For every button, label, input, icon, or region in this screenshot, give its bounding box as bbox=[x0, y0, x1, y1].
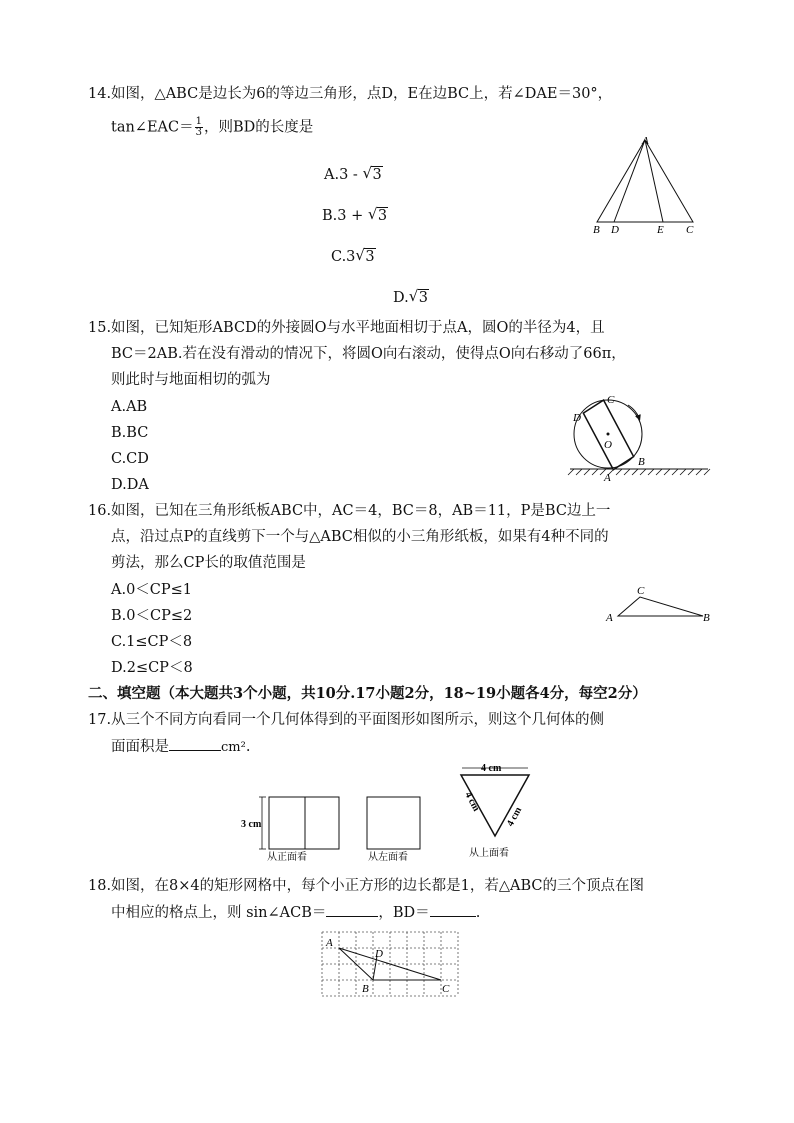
q15-option-b: B.BC bbox=[111, 425, 149, 441]
q18-label-b: B bbox=[362, 983, 369, 995]
q14-label-c: C bbox=[686, 224, 694, 236]
q15-label-b: B bbox=[638, 456, 645, 468]
q14-option-a-label: A.3 - bbox=[324, 167, 363, 183]
q14-option-d-label: D. bbox=[393, 290, 409, 306]
q14-frac-den: 3 bbox=[195, 127, 202, 138]
q18-sin-answer-blank[interactable] bbox=[326, 902, 378, 917]
q14-option-b-label: B.3 + bbox=[322, 208, 368, 224]
q15-center-dot bbox=[607, 433, 610, 436]
q15-option-d: D.DA bbox=[111, 477, 149, 493]
q15-stem-line2: BC＝2AB.若在没有滑动的情况下，将圆O向右滚动，使得点O向右移动了66π， bbox=[111, 346, 626, 362]
q14-option-c-sqrt: √ 3 bbox=[355, 246, 375, 265]
q14-option-a bbox=[324, 165, 383, 185]
q17-top-right-dimension-label: 4 cm bbox=[504, 805, 525, 829]
q18-stem-tail: . bbox=[475, 905, 481, 921]
q18-label-c: C bbox=[442, 983, 450, 995]
q17-stem-line2 bbox=[111, 736, 250, 758]
q17-front-view bbox=[269, 797, 339, 849]
q17-front-dimension-label: 3 cm bbox=[241, 819, 262, 830]
q14-option-d bbox=[393, 288, 429, 308]
q18-stem-prefix: 中相应的格点上，则 sin∠ACB＝ bbox=[111, 905, 327, 921]
q17-stem-line1: 17.从三个不同方向看同一个几何体得到的平面图形如图所示，则这个几何体的侧 bbox=[88, 712, 605, 728]
q17-caption-top: 从上面看 bbox=[469, 848, 509, 859]
q14-label-e: E bbox=[657, 224, 664, 236]
q14-label-b: B bbox=[593, 224, 600, 236]
q15-option-c: C.CD bbox=[111, 451, 149, 467]
q16-option-c: C.1≤CP＜8 bbox=[111, 634, 193, 650]
q17-stem-line2-prefix: 面面积是 bbox=[111, 739, 169, 755]
q14-option-a-sqrt: √ 3 bbox=[362, 164, 382, 183]
q15-label-c: C bbox=[607, 394, 615, 406]
q14-option-b bbox=[322, 206, 388, 226]
q16-stem-line2: 点，沿过点P的直线剪下一个与△ABC相似的小三角形纸板，如果有4种不同的 bbox=[111, 529, 609, 545]
q14-label-a: A bbox=[642, 135, 649, 147]
q17-stem-line2-tail: . bbox=[245, 739, 251, 755]
q17-caption-front: 从正面看 bbox=[267, 852, 307, 863]
q14-triangle-abc bbox=[597, 140, 693, 222]
q14-label-d: D bbox=[611, 224, 619, 236]
q17-three-views-figure bbox=[238, 756, 538, 864]
section2-heading: 二、填空题（本大题共3个小题，共10分.17小题2分，18~19小题各4分，每空2分） bbox=[88, 685, 647, 702]
q16-option-b: B.0＜CP≤2 bbox=[111, 608, 193, 624]
q18-grid-figure bbox=[318, 926, 462, 1000]
q18-label-d: D bbox=[375, 948, 383, 960]
q14-segment-ad bbox=[614, 140, 645, 222]
q14-option-c-label: C.3 bbox=[331, 249, 356, 265]
q17-top-left-dimension-label: 4 cm bbox=[462, 790, 482, 814]
q17-unit: cm² bbox=[221, 740, 246, 755]
q18-label-a: A bbox=[326, 937, 333, 949]
q14-triangle-figure bbox=[585, 132, 705, 242]
q15-label-d: D bbox=[573, 412, 581, 424]
q17-left-view bbox=[367, 797, 420, 849]
q14-stem-line2 bbox=[111, 117, 313, 138]
q16-label-b: B bbox=[703, 612, 710, 624]
q14-option-c bbox=[331, 247, 376, 267]
q15-stem-line3: 则此时与地面相切的弧为 bbox=[111, 372, 271, 388]
q18-stem-mid: ，BD＝ bbox=[378, 905, 430, 921]
q16-option-d: D.2≤CP＜8 bbox=[111, 660, 193, 676]
q14-fraction bbox=[195, 117, 203, 138]
q18-bd-answer-blank[interactable] bbox=[430, 902, 476, 917]
q15-label-a: A bbox=[604, 472, 611, 484]
q18-stem-line2 bbox=[111, 902, 480, 923]
q18-stem-line1: 18.如图，在8×4的矩形网格中，每个小正方形的边长都是1，若△ABC的三个顶点在图 bbox=[88, 878, 645, 894]
q16-stem-line3: 剪法，那么CP长的取值范围是 bbox=[111, 555, 306, 571]
q16-triangle-figure bbox=[602, 580, 714, 630]
q14-stem-line1: 14.如图，△ABC是边长为6的等边三角形，点D，E在边BC上，若∠DAE＝30°， bbox=[88, 86, 613, 102]
q16-triangle-abc bbox=[618, 597, 703, 616]
q14-tan-prefix: tan∠EAC＝ bbox=[111, 119, 194, 136]
q14-segment-ae bbox=[645, 140, 663, 222]
q16-label-a: A bbox=[606, 612, 613, 624]
q14-stem-tail: ，则BD的长度是 bbox=[204, 119, 314, 136]
q15-ground-hatching bbox=[568, 469, 710, 475]
q17-top-dimension-label: 4 cm bbox=[481, 763, 502, 774]
q14-frac-num: 1 bbox=[195, 116, 202, 127]
q16-label-c: C bbox=[637, 585, 645, 597]
q15-label-o: O bbox=[604, 439, 612, 451]
q17-answer-blank[interactable] bbox=[169, 736, 221, 751]
q15-stem-line1: 15.如图，已知矩形ABCD的外接圆O与水平地面相切于点A，圆O的半径为4，且 bbox=[88, 320, 605, 336]
q17-caption-left: 从左面看 bbox=[368, 852, 408, 863]
q16-stem-line1: 16.如图，已知在三角形纸板ABC中，AC＝4，BC＝8，AB＝11，P是BC边上一 bbox=[88, 503, 611, 519]
q14-option-d-sqrt: √ 3 bbox=[408, 287, 428, 306]
q15-circle-figure bbox=[566, 388, 714, 488]
q14-option-b-sqrt: √ 3 bbox=[367, 205, 388, 224]
q15-option-a: A.AB bbox=[111, 399, 148, 415]
q16-option-a: A.0＜CP≤1 bbox=[111, 582, 193, 598]
